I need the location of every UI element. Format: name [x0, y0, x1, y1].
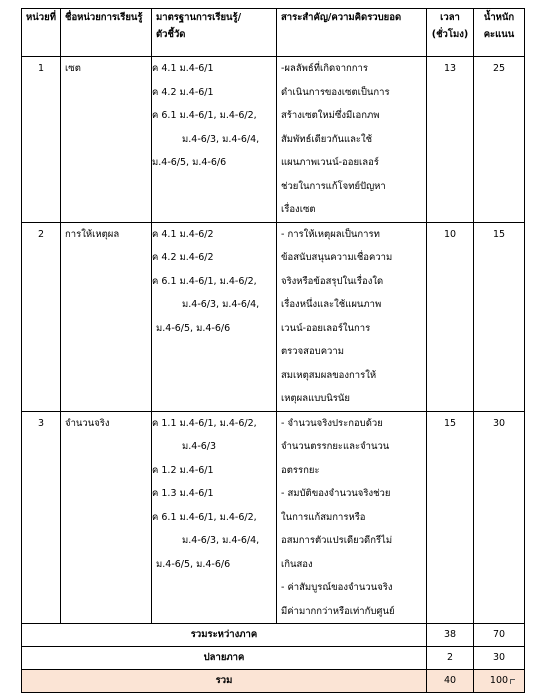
content-line: ข้อสนับสนุนความเชื่อความ [281, 252, 393, 263]
header-row [22, 9, 525, 57]
content-line: มีค่ามากกว่าหรือเท่ากับศูนย์ [281, 605, 395, 617]
content-line: จำนวนตรรกยะและจำนวน [281, 441, 390, 452]
header-weight-line1: น้ำหนัก [483, 12, 515, 23]
header-content [277, 9, 427, 57]
content-line: เวนน์-ออยเลอร์ในการ [281, 322, 371, 334]
standard-line: ค 1.2 ม.4-6/1 [152, 464, 214, 476]
standard-line: ค 6.1 ม.4-6/1, ม.4-6/2, [152, 275, 257, 287]
summary-hours: 2 [427, 647, 474, 670]
summary-weight: 30 [474, 647, 525, 670]
unit-row [22, 222, 525, 411]
unit-no-text: 2 [37, 228, 45, 240]
standard-line: ค 6.1 ม.4-6/1, ม.4-6/2, [152, 110, 257, 121]
unit-hours [427, 411, 474, 624]
unit-no [22, 57, 61, 223]
content-line: จริงหรือข้อสรุปในเรื่องใด [281, 275, 384, 287]
unit-hours-text: 10 [443, 228, 457, 240]
standard-line: ม.4-6/5, ม.4-6/6 [156, 558, 231, 570]
content-line: อตรรกยะ [281, 464, 320, 476]
content-line: สร้างเซตใหม่ซึ่งมีเอกภพ [281, 110, 380, 121]
standard-line: ค 4.1 ม.4-6/1 [152, 63, 214, 74]
unit-weight-text: 15 [492, 228, 506, 240]
unit-name-text: จำนวนจริง [65, 417, 110, 429]
unit-no-text: 3 [37, 417, 45, 429]
header-time [427, 9, 474, 57]
standard-line: ม.4-6/5, ม.4-6/6 [152, 157, 227, 168]
header-weight [474, 9, 525, 57]
header-weight-line2: คะแนน [483, 29, 515, 40]
unit-weight-text: 30 [492, 417, 506, 429]
unit-name-text: เซต [65, 63, 81, 74]
summary-label: ปลายภาค [22, 647, 427, 670]
standard-line: ค 1.3 ม.4-6/1 [152, 488, 214, 499]
summary-hours: 38 [427, 624, 474, 647]
unit-weight [474, 57, 525, 223]
standard-line: ม.4-6/3, ม.4-6/4, [182, 299, 260, 310]
standard-line: ม.4-6/5, ม.4-6/6 [156, 322, 231, 334]
standard-line: ค 6.1 ม.4-6/1, ม.4-6/2, [152, 511, 257, 523]
standard-line: ค 4.1 ม.4-6/2 [152, 228, 214, 240]
unit-no [22, 222, 61, 411]
header-standards-line2: ตัวชี้วัด [156, 29, 186, 40]
unit-weight [474, 222, 525, 411]
unit-content [277, 57, 427, 223]
unit-name-text: การให้เหตุผล [65, 228, 120, 240]
header-content-text: สาระสำคัญ/ความคิดรวบยอด [281, 12, 402, 23]
unit-hours [427, 57, 474, 223]
unit-content [277, 411, 427, 624]
content-line: ในการแก้สมการหรือ [281, 511, 366, 523]
unit-standards [152, 411, 277, 624]
content-line: ช่วยในการแก้โจทย์ปัญหา [281, 180, 386, 192]
header-time-line1: เวลา [440, 12, 460, 23]
content-line: - จำนวนจริงประกอบด้วย [281, 417, 383, 429]
unit-row [22, 57, 525, 223]
content-line: ตรวจสอบความ [281, 346, 344, 357]
header-time-line2: (ชั่วโมง) [431, 29, 469, 40]
header-unit-no [22, 9, 61, 57]
unit-name [61, 411, 152, 624]
unit-name [61, 222, 152, 411]
summary-label: รวมระหว่างภาค [22, 624, 427, 647]
unit-hours [427, 222, 474, 411]
summary-row-total [22, 670, 525, 693]
summary-label: รวม [22, 670, 427, 693]
summary-row-final [22, 647, 525, 670]
content-line: อสมการตัวแปรเดียวดีกรีไม่ [281, 535, 393, 546]
unit-weight [474, 411, 525, 624]
content-line: - ค่าสัมบูรณ์ของจำนวนจริง [281, 582, 393, 593]
content-line: เรื่องเซต [281, 204, 316, 215]
content-line: -ผลลัพธ์ที่เกิดจากการ [281, 63, 368, 74]
content-line: เหตุผลแบบนิรนัย [281, 393, 350, 404]
header-unit-name [61, 9, 152, 57]
content-line: เกินสอง [281, 558, 313, 570]
content-line: ดำเนินการของเซตเป็นการ [281, 86, 390, 98]
unit-weight-text: 25 [492, 63, 506, 74]
standard-line: ค 4.2 ม.4-6/1 [152, 86, 214, 98]
content-line: สมเหตุสมผลของการให้ [281, 369, 377, 381]
unit-no-text: 1 [37, 63, 45, 74]
header-standards-line1: มาตรฐานการเรียนรู้/ [156, 12, 242, 23]
summary-weight: 100 [474, 670, 525, 693]
header-unit-name-text: ชื่อหน่วยการเรียนรู้ [65, 12, 143, 23]
summary-row-midterm [22, 624, 525, 647]
standard-line: ค 1.1 ม.4-6/1, ม.4-6/2, [152, 417, 257, 429]
unit-standards [152, 57, 277, 223]
unit-no [22, 411, 61, 624]
standard-line: ม.4-6/3, ม.4-6/4, [182, 133, 260, 145]
unit-hours-text: 13 [443, 63, 457, 74]
content-line: - การให้เหตุผลเป็นการท [281, 228, 380, 240]
header-standards [152, 9, 277, 57]
content-line: สัมพัทธ์เดียวกันและใช้ [281, 133, 373, 145]
standard-line: ม.4-6/3 [182, 441, 217, 452]
unit-name [61, 57, 152, 223]
header-unit-no-text: หน่วยที่ [26, 12, 56, 23]
summary-hours: 40 [427, 670, 474, 693]
unit-hours-text: 15 [443, 417, 457, 429]
crop-mark [510, 679, 515, 684]
standard-line: ค 4.2 ม.4-6/2 [152, 252, 214, 263]
content-line: แผนภาพเวนน์-ออยเลอร์ [281, 157, 379, 168]
unit-standards [152, 222, 277, 411]
standard-line: ม.4-6/3, ม.4-6/4, [182, 535, 260, 546]
unit-row [22, 411, 525, 624]
course-plan-table [21, 8, 525, 693]
summary-weight: 70 [474, 624, 525, 647]
content-line: เรื่องหนึ่งและใช้แผนภาพ [281, 299, 382, 310]
unit-content [277, 222, 427, 411]
content-line: - สมบัติของจำนวนจริงช่วย [281, 488, 391, 499]
